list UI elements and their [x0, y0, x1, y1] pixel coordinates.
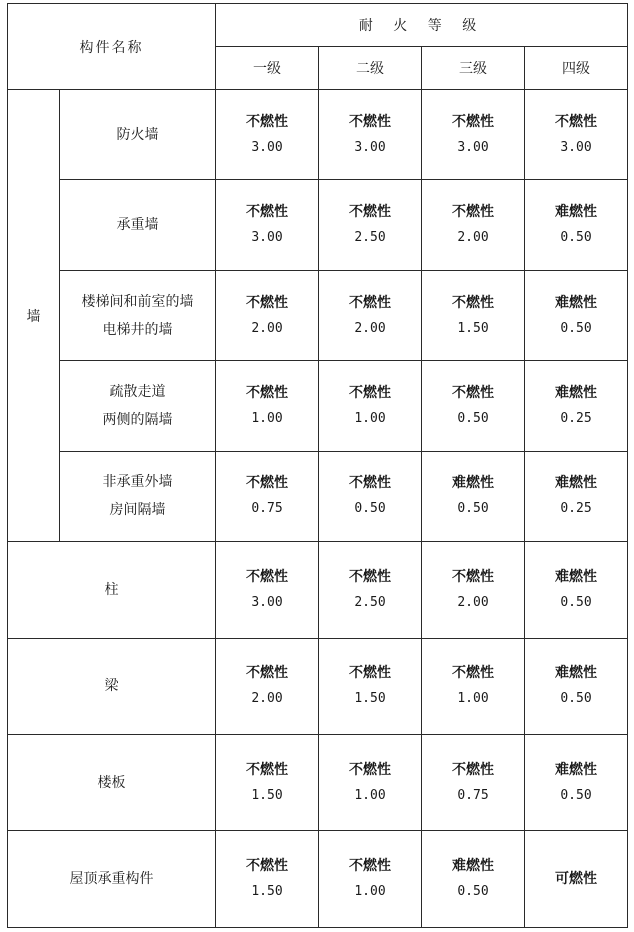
component-name-line: 屋顶承重构件	[69, 871, 154, 888]
combustibility-label: 不燃性	[349, 113, 391, 130]
rating-cell-grade-1	[216, 735, 319, 831]
rating-cell-grade-4	[525, 542, 628, 638]
combustibility-label: 不燃性	[349, 761, 391, 778]
combustibility-label: 不燃性	[452, 113, 494, 130]
fire-resistance-hours: 3.00	[251, 230, 283, 246]
fire-resistance-hours: 2.50	[354, 230, 386, 246]
fire-resistance-hours: 2.50	[354, 594, 386, 610]
fire-resistance-hours: 1.50	[457, 320, 489, 336]
rating-cell-grade-1	[216, 638, 319, 734]
component-name-cell	[60, 361, 216, 451]
fire-resistance-hours: 3.00	[251, 594, 283, 610]
fire-resistance-hours: 0.25	[560, 501, 592, 517]
rating-cell-grade-2	[319, 735, 422, 831]
grade-header-4: 四级	[525, 47, 628, 90]
rating-cell-grade-3	[422, 180, 525, 270]
table-row	[8, 180, 628, 270]
component-name-header: 构件名称	[8, 4, 216, 90]
fire-resistance-hours: 1.50	[251, 884, 283, 900]
component-name-line: 电梯井的墙	[102, 321, 173, 338]
combustibility-label: 不燃性	[246, 475, 288, 492]
fire-resistance-hours: 3.00	[560, 139, 592, 155]
component-name-cell	[60, 270, 216, 360]
combustibility-label: 不燃性	[452, 568, 494, 585]
rating-cell-grade-4	[525, 270, 628, 360]
fire-resistance-hours: 0.50	[560, 320, 592, 336]
rating-cell-grade-1	[216, 270, 319, 360]
fire-resistance-hours: 1.00	[354, 884, 386, 900]
combustibility-label: 不燃性	[349, 384, 391, 401]
rating-cell-grade-4	[525, 90, 628, 180]
component-name-line: 疏散走道	[109, 383, 166, 400]
rating-cell-grade-3	[422, 361, 525, 451]
component-name-line: 房间隔墙	[109, 502, 166, 519]
fire-resistance-hours: 2.00	[354, 320, 386, 336]
table-row	[8, 451, 628, 541]
fire-resistance-rating-header: 耐 火 等 级	[216, 4, 628, 47]
rating-cell-grade-2	[319, 270, 422, 360]
grade-header-3: 三级	[422, 47, 525, 90]
combustibility-label: 难燃性	[555, 294, 598, 311]
combustibility-label: 不燃性	[246, 113, 288, 130]
grade-header-1: 一级	[216, 47, 319, 90]
table-body	[8, 90, 628, 928]
component-name-line: 柱	[104, 581, 119, 598]
combustibility-label: 不燃性	[452, 665, 494, 682]
component-name-line: 两侧的隔墙	[102, 411, 173, 428]
combustibility-label: 不燃性	[246, 761, 288, 778]
rating-cell-grade-2	[319, 180, 422, 270]
fire-resistance-hours: 2.00	[251, 320, 283, 336]
combustibility-label: 不燃性	[349, 665, 391, 682]
rating-cell-grade-4	[525, 735, 628, 831]
component-name-cell	[60, 90, 216, 180]
fire-resistance-hours: 0.25	[560, 410, 592, 426]
rating-cell-grade-2	[319, 831, 422, 928]
combustibility-label: 不燃性	[349, 858, 391, 875]
rating-cell-grade-1	[216, 831, 319, 928]
combustibility-label: 难燃性	[555, 568, 598, 585]
component-name-cell	[8, 638, 216, 734]
combustibility-label: 不燃性	[246, 665, 288, 682]
rating-cell-grade-4	[525, 638, 628, 734]
table-row	[8, 270, 628, 360]
table-row	[8, 831, 628, 928]
component-name-line: 防火墙	[116, 126, 159, 143]
fire-resistance-hours: 2.00	[457, 230, 489, 246]
fire-resistance-hours: 0.50	[560, 230, 592, 246]
fire-resistance-hours: 2.00	[457, 594, 489, 610]
combustibility-label: 不燃性	[246, 204, 288, 221]
combustibility-label: 不燃性	[246, 858, 288, 875]
rating-cell-grade-3	[422, 90, 525, 180]
fire-resistance-hours: 1.00	[457, 691, 489, 707]
fire-resistance-hours: 1.50	[354, 691, 386, 707]
fire-resistance-hours: 1.00	[354, 787, 386, 803]
combustibility-label: 不燃性	[452, 294, 494, 311]
combustibility-label: 难燃性	[555, 761, 598, 778]
fire-resistance-hours: 0.50	[560, 691, 592, 707]
fire-resistance-hours: 2.00	[251, 691, 283, 707]
fire-resistance-hours: 0.50	[457, 410, 489, 426]
table-row	[8, 542, 628, 638]
fire-resistance-hours: 0.75	[251, 501, 283, 517]
component-name-cell	[60, 451, 216, 541]
rating-cell-grade-4	[525, 451, 628, 541]
fire-resistance-hours: 0.50	[560, 594, 592, 610]
table-row	[8, 90, 628, 180]
rating-cell-grade-2	[319, 451, 422, 541]
table-row	[8, 735, 628, 831]
component-name-line: 楼梯间和前室的墙	[81, 293, 194, 310]
combustibility-label: 难燃性	[555, 384, 598, 401]
rating-cell-grade-1	[216, 361, 319, 451]
fire-resistance-hours: 0.50	[457, 884, 489, 900]
combustibility-label: 可燃性	[555, 871, 598, 888]
rating-cell-grade-3	[422, 831, 525, 928]
rating-cell-grade-1	[216, 180, 319, 270]
rating-cell-grade-2	[319, 361, 422, 451]
component-name-cell	[8, 542, 216, 638]
rating-cell-grade-3	[422, 735, 525, 831]
wall-category-cell: 墙	[8, 90, 60, 542]
rating-cell-grade-3	[422, 638, 525, 734]
combustibility-label: 难燃性	[452, 475, 494, 492]
component-name-cell	[60, 180, 216, 270]
fire-resistance-hours: 0.50	[457, 501, 489, 517]
fire-resistance-hours: 0.50	[354, 501, 386, 517]
fire-resistance-hours: 3.00	[354, 139, 386, 155]
rating-cell-grade-4	[525, 180, 628, 270]
fire-resistance-hours: 1.00	[251, 410, 283, 426]
component-name-line: 梁	[104, 678, 119, 695]
fire-resistance-hours: 0.75	[457, 787, 489, 803]
fire-resistance-hours: 1.50	[251, 787, 283, 803]
component-name-line: 非承重外墙	[102, 474, 173, 491]
fire-rating-table	[7, 3, 628, 928]
combustibility-label: 不燃性	[452, 204, 494, 221]
rating-cell-grade-1	[216, 90, 319, 180]
table-row	[8, 361, 628, 451]
combustibility-label: 难燃性	[555, 475, 598, 492]
rating-cell-grade-1	[216, 542, 319, 638]
rating-cell-grade-2	[319, 542, 422, 638]
rating-cell-grade-2	[319, 638, 422, 734]
combustibility-label: 不燃性	[246, 294, 288, 311]
fire-resistance-hours: 0.50	[560, 787, 592, 803]
combustibility-label: 不燃性	[452, 761, 494, 778]
component-name-line: 承重墙	[116, 217, 159, 234]
fire-resistance-hours: 3.00	[251, 139, 283, 155]
combustibility-label: 难燃性	[452, 858, 494, 875]
combustibility-label: 不燃性	[349, 294, 391, 311]
combustibility-label: 不燃性	[555, 113, 598, 130]
combustibility-label: 不燃性	[349, 475, 391, 492]
rating-cell-grade-3	[422, 270, 525, 360]
rating-cell-grade-4	[525, 831, 628, 928]
fire-resistance-hours: 1.00	[354, 410, 386, 426]
combustibility-label: 不燃性	[246, 384, 288, 401]
combustibility-label: 难燃性	[555, 665, 598, 682]
fire-resistance-hours: 3.00	[457, 139, 489, 155]
combustibility-label: 不燃性	[246, 568, 288, 585]
rating-cell-grade-1	[216, 451, 319, 541]
combustibility-label: 不燃性	[349, 204, 391, 221]
rating-cell-grade-2	[319, 90, 422, 180]
table-row	[8, 638, 628, 734]
rating-cell-grade-4	[525, 361, 628, 451]
component-name-cell	[8, 831, 216, 928]
grade-header-2: 二级	[319, 47, 422, 90]
component-name-line: 楼板	[97, 774, 126, 791]
component-name-cell	[8, 735, 216, 831]
combustibility-label: 不燃性	[349, 568, 391, 585]
rating-cell-grade-3	[422, 542, 525, 638]
header-row-top	[8, 4, 628, 47]
rating-cell-grade-3	[422, 451, 525, 541]
combustibility-label: 不燃性	[452, 384, 494, 401]
combustibility-label: 难燃性	[555, 204, 598, 221]
